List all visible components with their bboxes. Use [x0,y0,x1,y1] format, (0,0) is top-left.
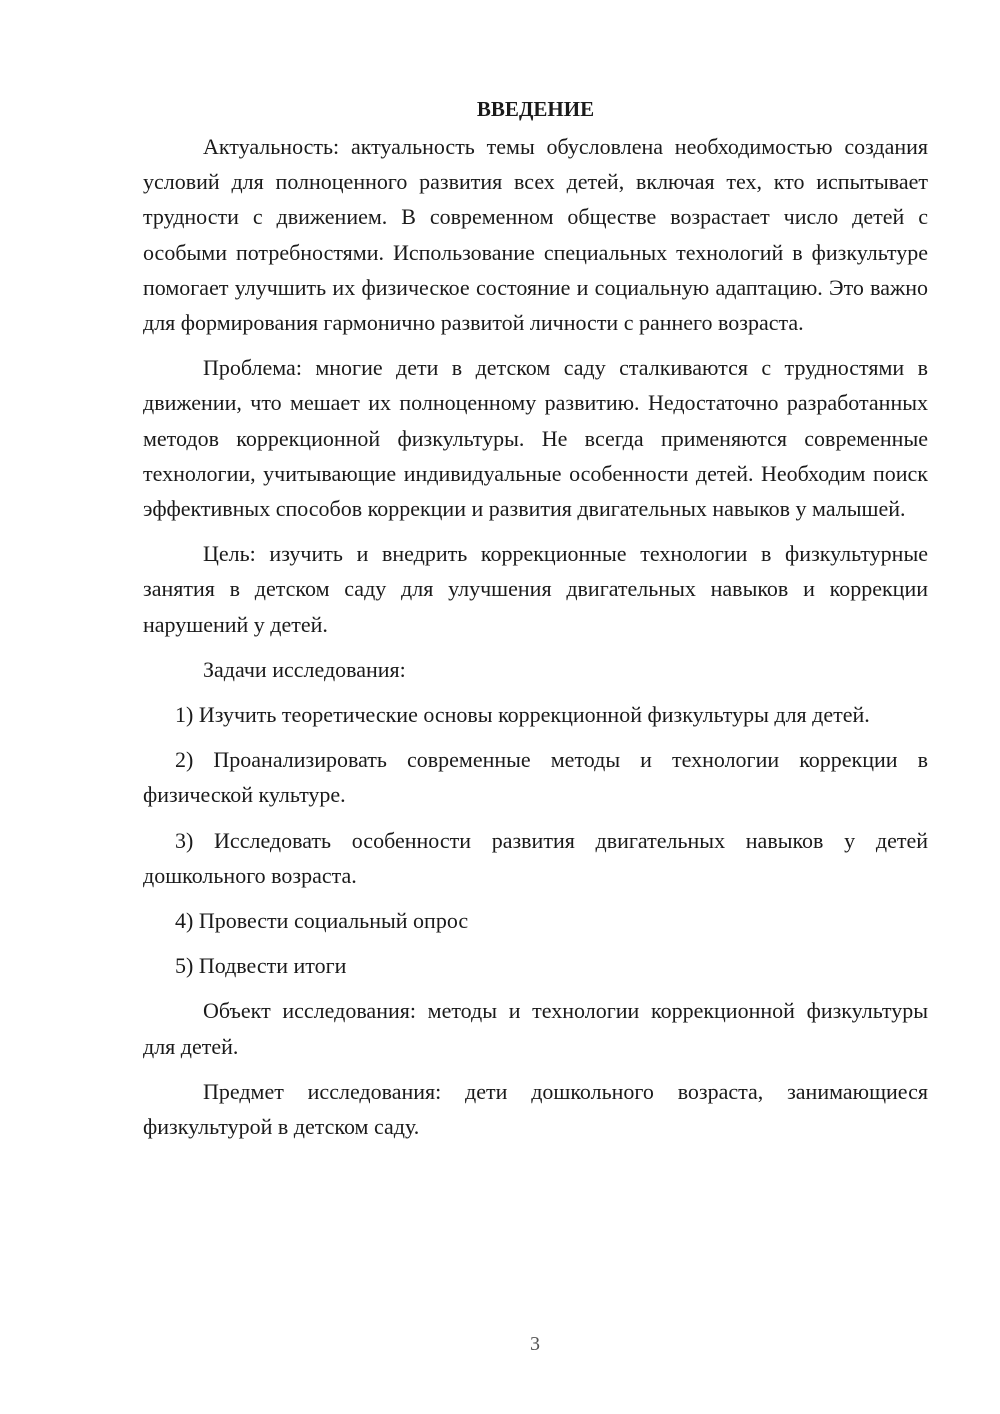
tasks-intro: Задачи исследования: [203,656,406,682]
task-item-1: 1) Изучить теоретические основы коррекционной физкультуры для детей. [175,702,870,728]
task-item-3: 3) Исследовать особенности развития двигательных навыков у детей дошкольного возраста. [143,827,928,888]
subject-paragraph: Предмет исследования: дети дошкольного возраста, занимающиеся физкультурой в детском саду. [143,1078,928,1140]
page-number: 3 [530,1333,540,1355]
document-page [143,92,928,1144]
goal-paragraph: Цель: изучить и внедрить коррекционные технологии в физкультурные занятия в детском саду для улучшения двигательных навыков и коррекции нарушений у детей. [143,541,928,637]
problem-paragraph: Проблема: многие дети в детском саду сталкиваются с трудностями в движении, что мешает их полноценному развитию. Недостаточно разработанных методов коррекционной физкультуры. Не всегда применяются современные технологии, учитывающие индивидуальные особенности детей. Необходим поиск эффективных способов коррекции и развития двигательных навыков у малышей. [143,355,928,522]
task-item-5: 5) Подвести итоги [175,953,347,979]
object-paragraph: Объект исследования: методы и технологии коррекционной физкультуры для детей. [143,998,928,1059]
task-item-4: 4) Провести социальный опрос [175,908,469,934]
section-heading: ВВЕДЕНИЕ [476,97,595,121]
task-item-2: 2) Проанализировать современные методы и технологии коррекции в физической культуре. [143,747,928,808]
relevance-paragraph: Актуальность: актуальность темы обусловлена необходимостью создания условий для полноценного развития всех детей, включая тех, кто испытывает трудности с движением. В современном обществе возрастает число детей с особыми потребностями. Использование специальных технологий в физкультуре помогает улучшить их физическое состояние и социальную адаптацию. Это важно для формирования гармонично развитой личности с раннего возраста. [143,134,928,336]
